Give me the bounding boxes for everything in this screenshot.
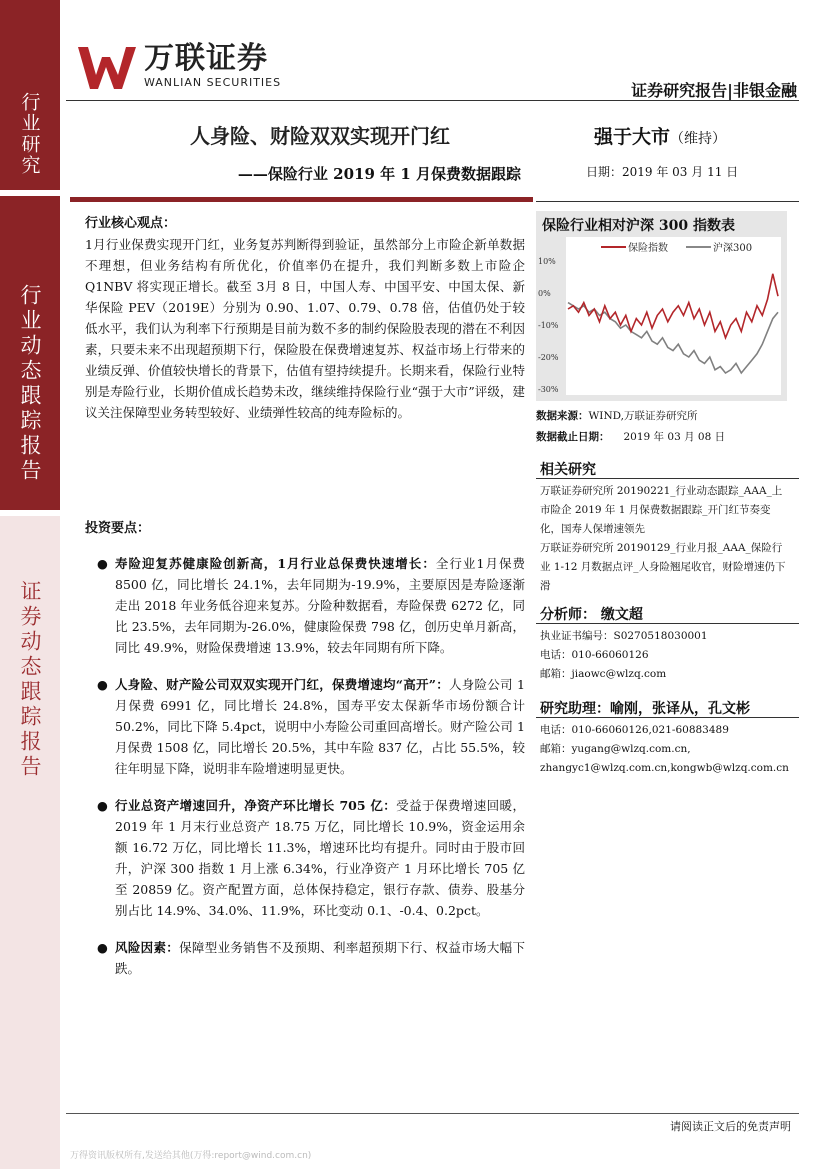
core-body: 1月行业保费实现开门红，业务复苏判断得到验证，虽然部分上市险企新单数据不理想，但业务结构有所优化，价值率仍在提升，我们判断多数上市险企 Q1NBV 将实现正增长。截至 3月 8 日，中国人寿、中国平安、中国太保、新华保险 PEV（2019E）分别为 0.90、1.07、0.79、0.78 倍，估值仍处于较低水平，我们认为利率下行预期是目前为数不多的制约保险股表现的潜在不利因素，只要未来不出现超预期下行，保险股在保费增速复苏、权益市场上行带来的业绩反弹、价值较快增长的背景下，估值有望持续提升。长期来看，保险行业特别是寿险行业，长期价值成长趋势未改，继续维持保险行业“强于大市”评级，建议关注保障型业务转型较好、业绩弹性较高的纯寿险标的。 — [85, 237, 525, 420]
sidebar-top-label: 行业研究 — [18, 92, 41, 176]
core-heading: 行业核心观点： — [85, 216, 177, 231]
sidebar-mid — [0, 196, 60, 510]
cutoff-value: 2019 年 03 月 08 日 — [623, 431, 726, 443]
report-category: 证券研究报告|非银金融 — [631, 81, 797, 100]
legend-insurance: 保险指数 — [628, 243, 668, 254]
logo-name-en: WANLIAN SECURITIES — [144, 76, 282, 89]
point-item — [85, 553, 525, 658]
core-section — [85, 213, 525, 423]
points-section — [85, 518, 525, 979]
y-tick-label: 10% — [538, 257, 556, 266]
point-bold: 风险因素： — [115, 940, 180, 955]
point-bold: 人身险、财产险公司双双实现开门红，保费增速均“高开”： — [115, 677, 449, 692]
point-item — [85, 795, 525, 921]
bullet-icon: ● — [97, 798, 108, 813]
y-tick-label: -20% — [538, 353, 559, 362]
sidebar-bottom-label: 证券动态跟踪报告 — [18, 580, 42, 780]
footer-rule — [66, 1113, 799, 1114]
point-bold: 行业总资产增速回升，净资产环比增长 705 亿： — [115, 798, 397, 813]
legend-hs300: 沪深300 — [713, 243, 753, 254]
related-text: 万联证券研究所 20190221_行业动态跟踪_AAA_上市险企 2019 年 1 月保费数据跟踪_开门红节奏变化，国寿人保增速领先 万联证券研究所 20190129_行业月报_AAA_保险行业 1-12 月数据点评_人身险翘尾收官，财险增速仍下滑 — [540, 485, 786, 592]
page-subtitle: ——保险行业 2019 年 1 月保费数据跟踪 — [237, 165, 521, 183]
bullet-icon: ● — [97, 940, 108, 955]
y-tick-label: -30% — [538, 385, 559, 394]
analyst-heading: 分析师： 缴文超 — [540, 607, 643, 623]
report-date: 日期：2019 年 03 月 11 日 — [586, 165, 739, 179]
point-item — [85, 937, 525, 979]
source-value: WIND,万联证券研究所 — [588, 410, 698, 422]
chart-cutoff — [536, 429, 725, 444]
points-heading: 投资要点： — [85, 521, 151, 536]
point-text: 人身险公司 1 月保费 6991 亿，同比增长 24.8%，国寿平安太保新华市场份额合计 50.2%，同比下降 5.4pct，说明中小寿险公司重回高增长。财产险公司 1 月保费 1508 亿，同比增长 20.5%，其中车险 837 亿，占比 55.5%，较往年明显下降，说明非车险增速明显更快。 — [115, 677, 525, 776]
chart-source — [536, 408, 698, 423]
point-item — [85, 674, 525, 779]
title-divider — [70, 197, 533, 202]
index-chart — [536, 211, 787, 401]
cutoff-label: 数据截止日期： — [536, 431, 610, 443]
rating-note: （维持） — [670, 131, 727, 147]
bullet-icon: ● — [97, 556, 108, 571]
source-label: 数据来源： — [536, 410, 589, 422]
rating-text: 强于大市 — [594, 126, 671, 148]
company-logo — [78, 41, 282, 89]
assistant-tel: 电话：010-66060126,021-60883489 — [540, 724, 729, 736]
point-text: 受益于保费增速回暖，2019 年 1 月末行业总资产 18.75 万亿，同比增长 10.9%，资金运用余额 16.72 万亿，同比增长 11.3%，增速环比均有提升。同时由于股市回升，沪深 300 指数 1 月上涨 6.34%，行业净资产 1 月环比增长 705 亿至 20859 亿。资产配置方面，总体保持稳定，银行存款、债券、股基分别占比 14.9%、34.0%、11.9%，环比变动 0.1、-0.4、0.2pct。 — [115, 798, 525, 918]
right-column-rule — [536, 201, 799, 202]
assistant-email[interactable]: 邮箱：yugang@wlzq.com.cn, — [540, 743, 691, 755]
analyst-cert: 执业证书编号：S0270518030001 — [540, 630, 708, 642]
sidebar-bottom — [0, 516, 60, 1169]
assistant-rule — [536, 717, 799, 718]
rating — [594, 122, 726, 149]
page-title: 人身险、财险双双实现开门红 — [190, 124, 450, 148]
related-rule — [536, 478, 799, 479]
bullet-icon: ● — [97, 677, 108, 692]
point-text: 全行业1月保费 8500 亿，同比增长 24.1%，去年同期为-19.9%，主要原因是寿险逐渐走出 2018 年业务低谷迎来复苏。分险种数据看，寿险保费 6272 亿，同比 23.5%，去年同期为-26.0%，健康险保费 798 亿，创历史单月新高，同比 49.9%，财险保费增速 13.9%，较去年同期有所下降。 — [115, 556, 525, 655]
point-bold: 寿险迎复苏健康险创新高，1月行业总保费快速增长： — [115, 556, 436, 571]
logo-w-icon — [78, 45, 136, 89]
point-text: 保障型业务销售不及预期、利率超预期下行、权益市场大幅下跌。 — [115, 940, 525, 976]
assistant-info — [540, 721, 790, 778]
footer-disclaimer[interactable]: 请阅读正文后的免责声明 — [670, 1120, 791, 1133]
assistant-email-2[interactable]: zhangyc1@wlzq.com.cn,kongwb@wlzq.com.cn — [540, 762, 789, 774]
analyst-info — [540, 627, 790, 684]
assistant-heading: 研究助理：喻刚，张译从，孔文彬 — [540, 701, 750, 717]
watermark: 万得资讯版权所有,发送给其他(万得:report@wind.com.cn) — [70, 1151, 312, 1161]
logo-name-cn: 万联证券 — [144, 41, 268, 76]
sidebar-top — [0, 0, 60, 190]
sidebar-mid-label: 行业动态跟踪报告 — [18, 284, 42, 484]
chart-svg — [536, 211, 787, 401]
chart-title: 保险行业相对沪深 300 指数表 — [542, 218, 735, 234]
analyst-rule — [536, 623, 799, 624]
analyst-email[interactable]: 邮箱：jiaowc@wlzq.com — [540, 668, 667, 680]
analyst-tel: 电话：010-66060126 — [540, 649, 649, 661]
y-tick-label: 0% — [538, 289, 551, 298]
y-tick-label: -10% — [538, 321, 559, 330]
related-heading: 相关研究 — [540, 462, 596, 478]
